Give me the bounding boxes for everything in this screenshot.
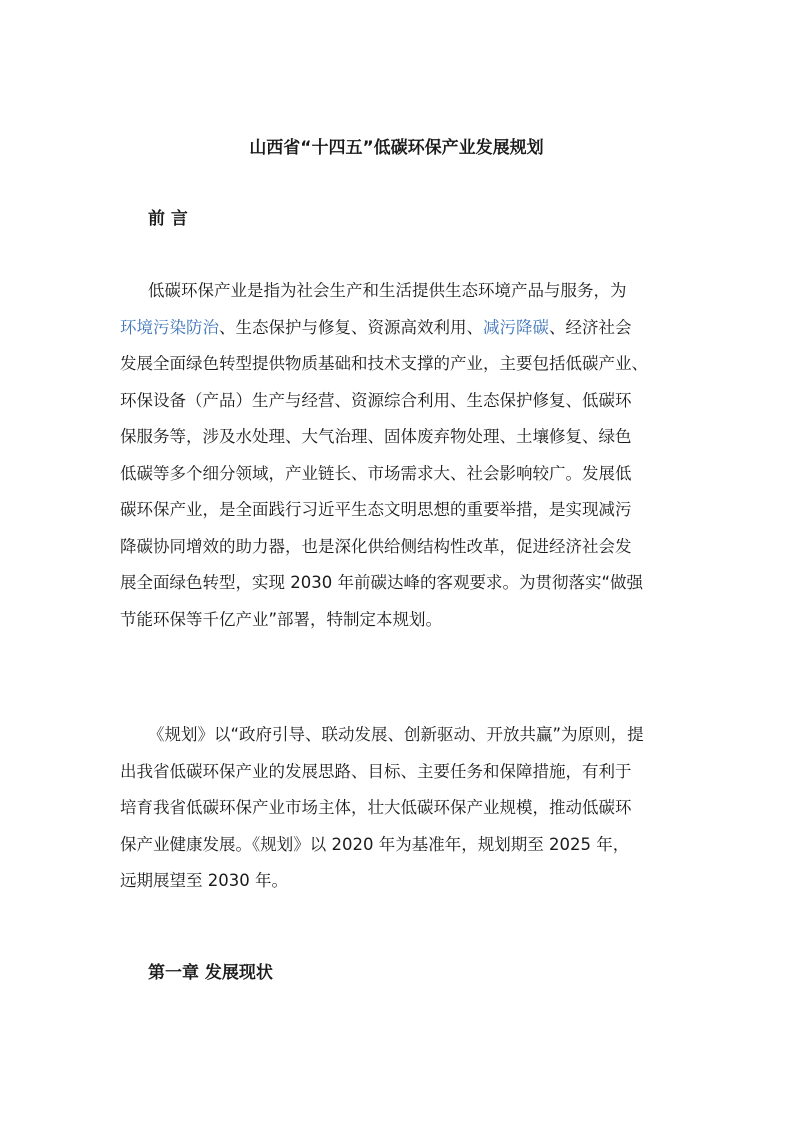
text-segment: 节能环保等千亿产业”部署，特制定本规划。 bbox=[120, 609, 443, 629]
text-segment: 环保设备（产品）生产与经营、资源综合利用、生态保护修复、低碳环 bbox=[120, 390, 632, 410]
text-segment: 远期展望至 2030 年。 bbox=[120, 871, 288, 890]
text-line bbox=[120, 602, 700, 639]
text-segment: 保服务等，涉及水处理、大气治理、固体废弃物处理、土壤修复、绿色 bbox=[120, 427, 632, 446]
text-segment: 、生态保护与修复、资源高效利用、 bbox=[219, 317, 483, 337]
text-segment: 、经济社会 bbox=[549, 317, 632, 337]
preface-paragraph-1 bbox=[120, 273, 700, 638]
text-line bbox=[120, 273, 700, 310]
text-line bbox=[120, 492, 700, 529]
text-line bbox=[120, 310, 700, 347]
text-line bbox=[120, 827, 700, 864]
text-segment: 碳环保产业，是全面践行习近平生态文明思想的重要举措，是实现减污 bbox=[120, 500, 632, 519]
text-line bbox=[120, 790, 700, 827]
text-segment: 降碳协同增效的助力器，也是深化供给侧结构性改革，促进经济社会发 bbox=[120, 536, 632, 556]
text-line bbox=[120, 456, 700, 493]
text-line bbox=[120, 346, 700, 383]
text-line bbox=[120, 529, 700, 566]
text-line bbox=[120, 717, 700, 754]
text-line bbox=[120, 754, 700, 791]
text-segment: 《规划》以“政府引导、联动发展、创新驱动、开放共赢”为原则，提 bbox=[148, 725, 644, 744]
text-segment: 展全面绿色转型，实现 2030 年前碳达峰的客观要求。为贯彻落实“做强 bbox=[120, 573, 644, 592]
text-line bbox=[120, 383, 700, 420]
text-segment: 保产业健康发展。《规划》以 2020 年为基准年，规划期至 2025 年， bbox=[120, 834, 630, 854]
text-segment: 低碳等多个细分领域，产业链长、市场需求大、社会影响较广。发展低 bbox=[120, 463, 632, 483]
document-title: 山西省“十四五”低碳环保产业发展规划 bbox=[249, 138, 544, 158]
text-segment: 出我省低碳环保产业的发展思路、目标、主要任务和保障措施，有利于 bbox=[120, 761, 632, 781]
text-segment: 发展全面绿色转型提供物质基础和技术支撑的产业，主要包括低碳产业、 bbox=[120, 354, 648, 373]
link-pollution-carbon-reduction[interactable]: 减污降碳 bbox=[483, 317, 549, 337]
preface-paragraph-2 bbox=[120, 717, 700, 900]
text-segment: 培育我省低碳环保产业市场主体，壮大低碳环保产业规模，推动低碳环 bbox=[120, 798, 632, 817]
link-environmental-pollution-control[interactable]: 环境污染防治 bbox=[120, 317, 219, 337]
text-line bbox=[120, 419, 700, 456]
text-segment: 低碳环保产业是指为社会生产和生活提供生态环境产品与服务，为 bbox=[148, 281, 627, 300]
text-line bbox=[120, 565, 700, 602]
text-line bbox=[120, 863, 700, 900]
preface-heading: 前 言 bbox=[148, 209, 188, 229]
chapter-heading: 第一章 发展现状 bbox=[148, 963, 273, 983]
